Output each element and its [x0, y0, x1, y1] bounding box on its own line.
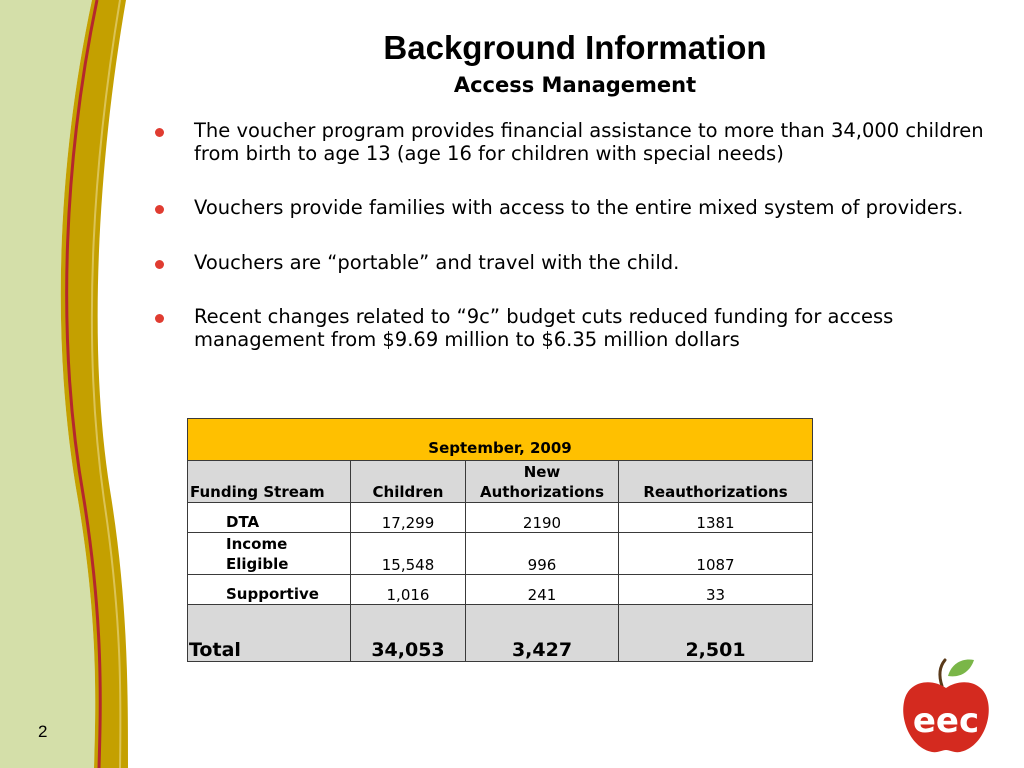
column-header-new-authorizations: New Authorizations — [466, 461, 619, 503]
children-cell: 15,548 — [351, 533, 466, 575]
funding-stream-cell: DTA — [188, 503, 351, 533]
slide-title: Background Information — [383, 29, 767, 66]
total-reauthorizations: 2,501 — [619, 605, 813, 662]
column-header-children: Children — [351, 461, 466, 503]
total-new-authorizations: 3,427 — [466, 605, 619, 662]
bullet-text: The voucher program provides financial assistance to more than 34,000 children from birth to age 13 (age 16 for children with special needs) — [194, 119, 984, 165]
table-title: September, 2009 — [188, 419, 813, 461]
reauthorizations-cell: 33 — [619, 575, 813, 605]
table-row — [188, 533, 813, 575]
column-header-funding-stream: Funding Stream — [188, 461, 351, 503]
children-cell: 17,299 — [351, 503, 466, 533]
reauthorizations-cell: 1087 — [619, 533, 813, 575]
column-header-reauthorizations: Reauthorizations — [619, 461, 813, 503]
total-label: Total — [188, 605, 351, 662]
bullet-list — [155, 120, 985, 383]
bullet-dot-icon — [155, 260, 164, 269]
funding-table — [187, 418, 813, 662]
new-authorizations-cell: 2190 — [466, 503, 619, 533]
eec-apple-logo-icon — [898, 656, 994, 756]
logo-text: eec — [912, 701, 980, 741]
bullet-text: Vouchers provide families with access to the entire mixed system of providers. — [194, 196, 964, 219]
total-children: 34,053 — [351, 605, 466, 662]
total-row — [188, 605, 813, 662]
bullet-dot-icon — [155, 314, 164, 323]
new-authorizations-cell: 241 — [466, 575, 619, 605]
new-authorizations-cell: 996 — [466, 533, 619, 575]
reauthorizations-cell: 1381 — [619, 503, 813, 533]
bullet-item — [155, 252, 985, 275]
funding-stream-cell: Income Eligible — [188, 533, 351, 575]
bullet-item — [155, 120, 985, 165]
funding-stream-cell: Supportive — [188, 575, 351, 605]
slide-subtitle: Access Management — [453, 73, 697, 97]
bullet-text: Vouchers are “portable” and travel with the child. — [194, 250, 680, 274]
bullet-text: Recent changes related to “9c” budget cuts reduced funding for access management from $9.69 million to $6.35 million dollars — [194, 305, 894, 351]
bullet-dot-icon — [155, 128, 164, 137]
slide-number: 2 — [38, 722, 48, 741]
side-decoration — [0, 0, 140, 768]
bullet-item — [155, 306, 985, 351]
table-row — [188, 503, 813, 533]
bullet-item — [155, 197, 985, 220]
bullet-dot-icon — [155, 205, 164, 214]
children-cell: 1,016 — [351, 575, 466, 605]
table-row — [188, 575, 813, 605]
